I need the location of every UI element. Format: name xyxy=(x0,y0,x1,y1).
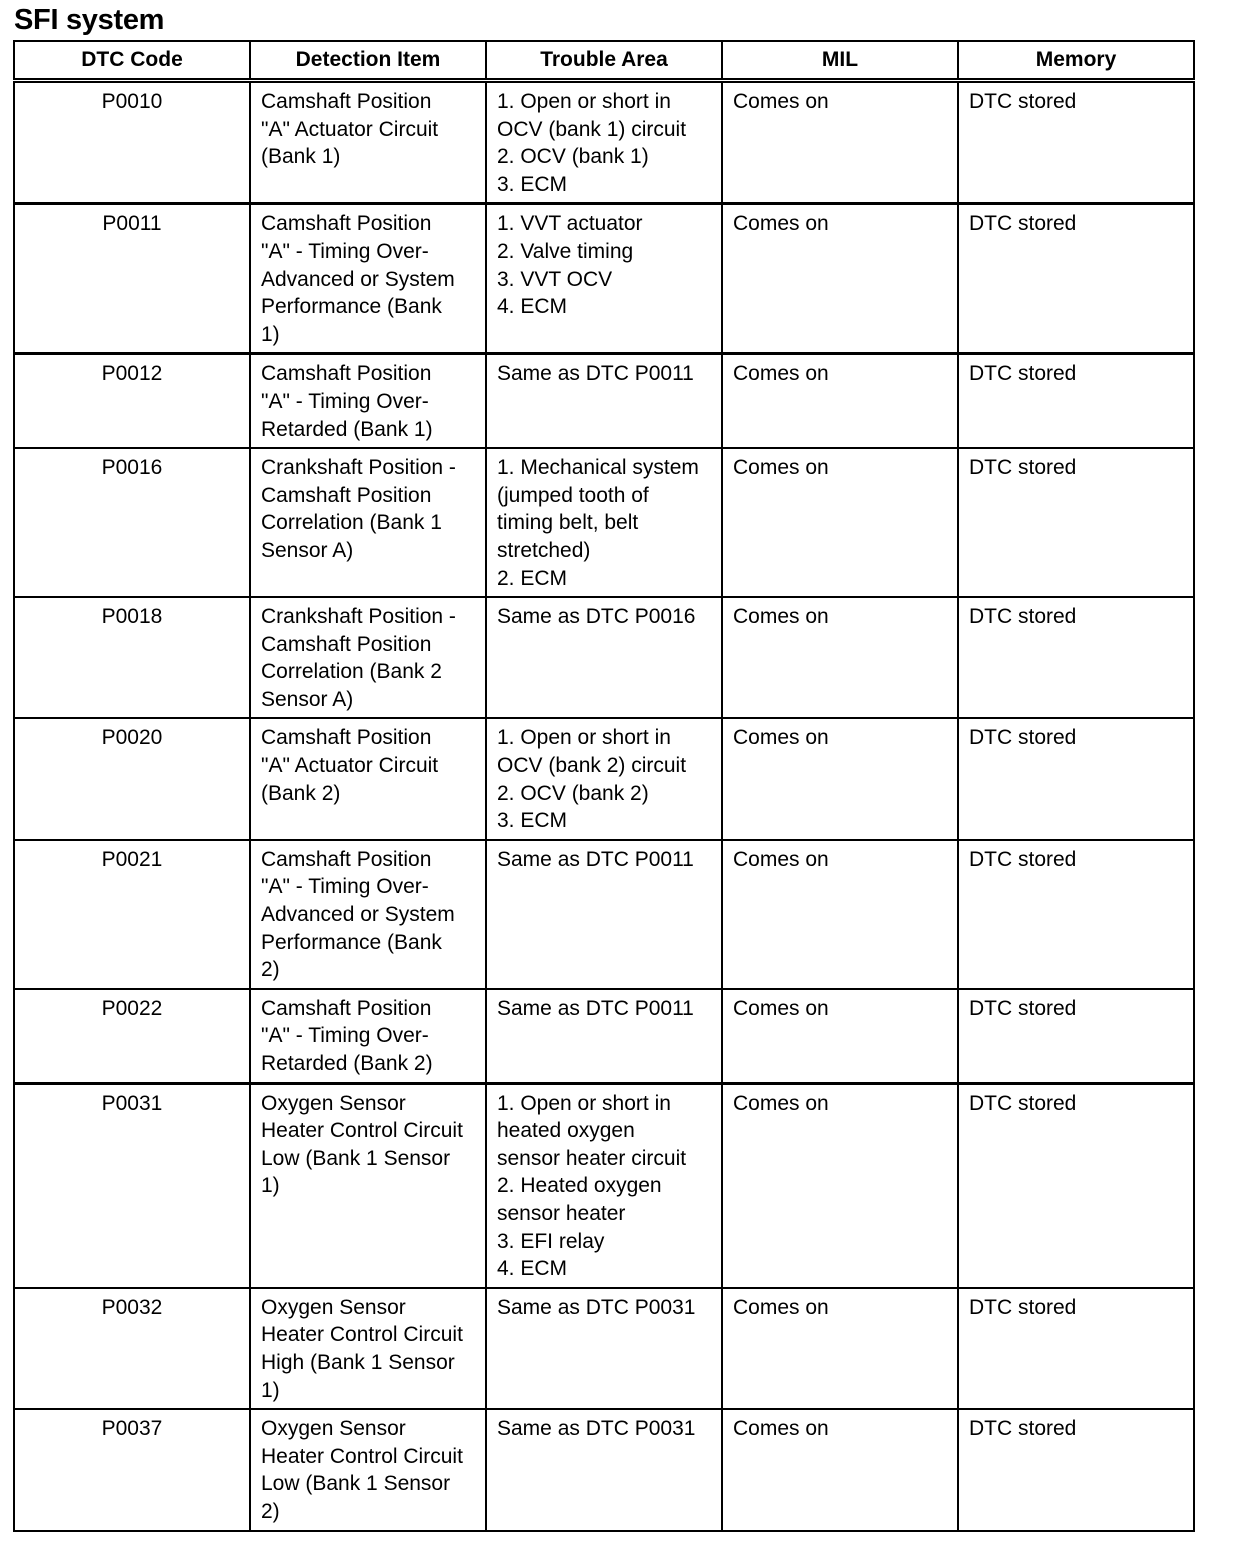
detection-item-cell: Camshaft Position "A" - Timing Over- Retarded (Bank 1) xyxy=(250,354,486,448)
page-title: SFI system xyxy=(14,4,165,36)
memory-cell: DTC stored xyxy=(958,597,1194,718)
mil-cell: Comes on xyxy=(722,81,958,204)
table-header xyxy=(14,41,1194,81)
detection-item-cell: Crankshaft Position - Camshaft Position Correlation (Bank 1 Sensor A) xyxy=(250,448,486,597)
mil-cell: Comes on xyxy=(722,1409,958,1530)
table-row xyxy=(14,1288,1194,1409)
trouble-area-cell: Same as DTC P0031 xyxy=(486,1288,722,1409)
dtc-code-cell: P0032 xyxy=(14,1288,250,1409)
memory-cell: DTC stored xyxy=(958,81,1194,204)
trouble-area-cell: Same as DTC P0031 xyxy=(486,1409,722,1530)
dtc-code-cell: P0016 xyxy=(14,448,250,597)
detection-item-cell: Camshaft Position "A" - Timing Over- Retarded (Bank 2) xyxy=(250,989,486,1083)
header-trouble-area: Trouble Area xyxy=(486,41,722,81)
detection-item-cell: Oxygen Sensor Heater Control Circuit High (Bank 1 Sensor 1) xyxy=(250,1288,486,1409)
mil-cell: Comes on xyxy=(722,840,958,989)
table-row xyxy=(14,354,1194,448)
mil-cell: Comes on xyxy=(722,204,958,354)
detection-item-cell: Camshaft Position "A" Actuator Circuit (Bank 2) xyxy=(250,718,486,839)
header-dtc-code: DTC Code xyxy=(14,41,250,81)
dtc-code-cell: P0037 xyxy=(14,1409,250,1530)
memory-cell: DTC stored xyxy=(958,840,1194,989)
memory-cell: DTC stored xyxy=(958,448,1194,597)
trouble-area-cell: Same as DTC P0016 xyxy=(486,597,722,718)
detection-item-cell: Camshaft Position "A" - Timing Over- Advanced or System Performance (Bank 2) xyxy=(250,840,486,989)
dtc-code-cell: P0021 xyxy=(14,840,250,989)
detection-item-cell: Camshaft Position "A" - Timing Over- Advanced or System Performance (Bank 1) xyxy=(250,204,486,354)
mil-cell: Comes on xyxy=(722,1288,958,1409)
trouble-area-cell: 1. Open or short in OCV (bank 1) circuit 2. OCV (bank 1) 3. ECM xyxy=(486,81,722,204)
memory-cell: DTC stored xyxy=(958,1083,1194,1288)
trouble-area-cell: 1. VVT actuator 2. Valve timing 3. VVT OCV 4. ECM xyxy=(486,204,722,354)
trouble-area-cell: 1. Open or short in heated oxygen sensor heater circuit 2. Heated oxygen sensor heater 3. EFI relay 4. ECM xyxy=(486,1083,722,1288)
memory-cell: DTC stored xyxy=(958,718,1194,839)
table-row xyxy=(14,448,1194,597)
mil-cell: Comes on xyxy=(722,989,958,1083)
dtc-code-cell: P0010 xyxy=(14,81,250,204)
memory-cell: DTC stored xyxy=(958,1409,1194,1530)
mil-cell: Comes on xyxy=(722,718,958,839)
table-row xyxy=(14,1409,1194,1530)
table-row xyxy=(14,989,1194,1083)
header-memory: Memory xyxy=(958,41,1194,81)
dtc-table xyxy=(13,40,1195,1532)
dtc-code-cell: P0012 xyxy=(14,354,250,448)
memory-cell: DTC stored xyxy=(958,354,1194,448)
table-row xyxy=(14,1083,1194,1288)
trouble-area-cell: Same as DTC P0011 xyxy=(486,840,722,989)
detection-item-cell: Crankshaft Position - Camshaft Position Correlation (Bank 2 Sensor A) xyxy=(250,597,486,718)
dtc-code-cell: P0031 xyxy=(14,1083,250,1288)
detection-item-cell: Oxygen Sensor Heater Control Circuit Low (Bank 1 Sensor 2) xyxy=(250,1409,486,1530)
trouble-area-cell: 1. Open or short in OCV (bank 2) circuit 2. OCV (bank 2) 3. ECM xyxy=(486,718,722,839)
trouble-area-cell: Same as DTC P0011 xyxy=(486,354,722,448)
table-row xyxy=(14,718,1194,839)
dtc-code-cell: P0018 xyxy=(14,597,250,718)
mil-cell: Comes on xyxy=(722,597,958,718)
table-row xyxy=(14,81,1194,204)
table-row xyxy=(14,840,1194,989)
table-header-row xyxy=(14,41,1194,81)
mil-cell: Comes on xyxy=(722,1083,958,1288)
dtc-code-cell: P0022 xyxy=(14,989,250,1083)
dtc-code-cell: P0011 xyxy=(14,204,250,354)
mil-cell: Comes on xyxy=(722,354,958,448)
detection-item-cell: Oxygen Sensor Heater Control Circuit Low (Bank 1 Sensor 1) xyxy=(250,1083,486,1288)
table-row xyxy=(14,597,1194,718)
memory-cell: DTC stored xyxy=(958,204,1194,354)
memory-cell: DTC stored xyxy=(958,989,1194,1083)
header-mil: MIL xyxy=(722,41,958,81)
memory-cell: DTC stored xyxy=(958,1288,1194,1409)
table-body xyxy=(14,81,1194,1531)
detection-item-cell: Camshaft Position "A" Actuator Circuit (Bank 1) xyxy=(250,81,486,204)
mil-cell: Comes on xyxy=(722,448,958,597)
trouble-area-cell: Same as DTC P0011 xyxy=(486,989,722,1083)
table-row xyxy=(14,204,1194,354)
header-detection-item: Detection Item xyxy=(250,41,486,81)
dtc-code-cell: P0020 xyxy=(14,718,250,839)
trouble-area-cell: 1. Mechanical system (jumped tooth of timing belt, belt stretched) 2. ECM xyxy=(486,448,722,597)
